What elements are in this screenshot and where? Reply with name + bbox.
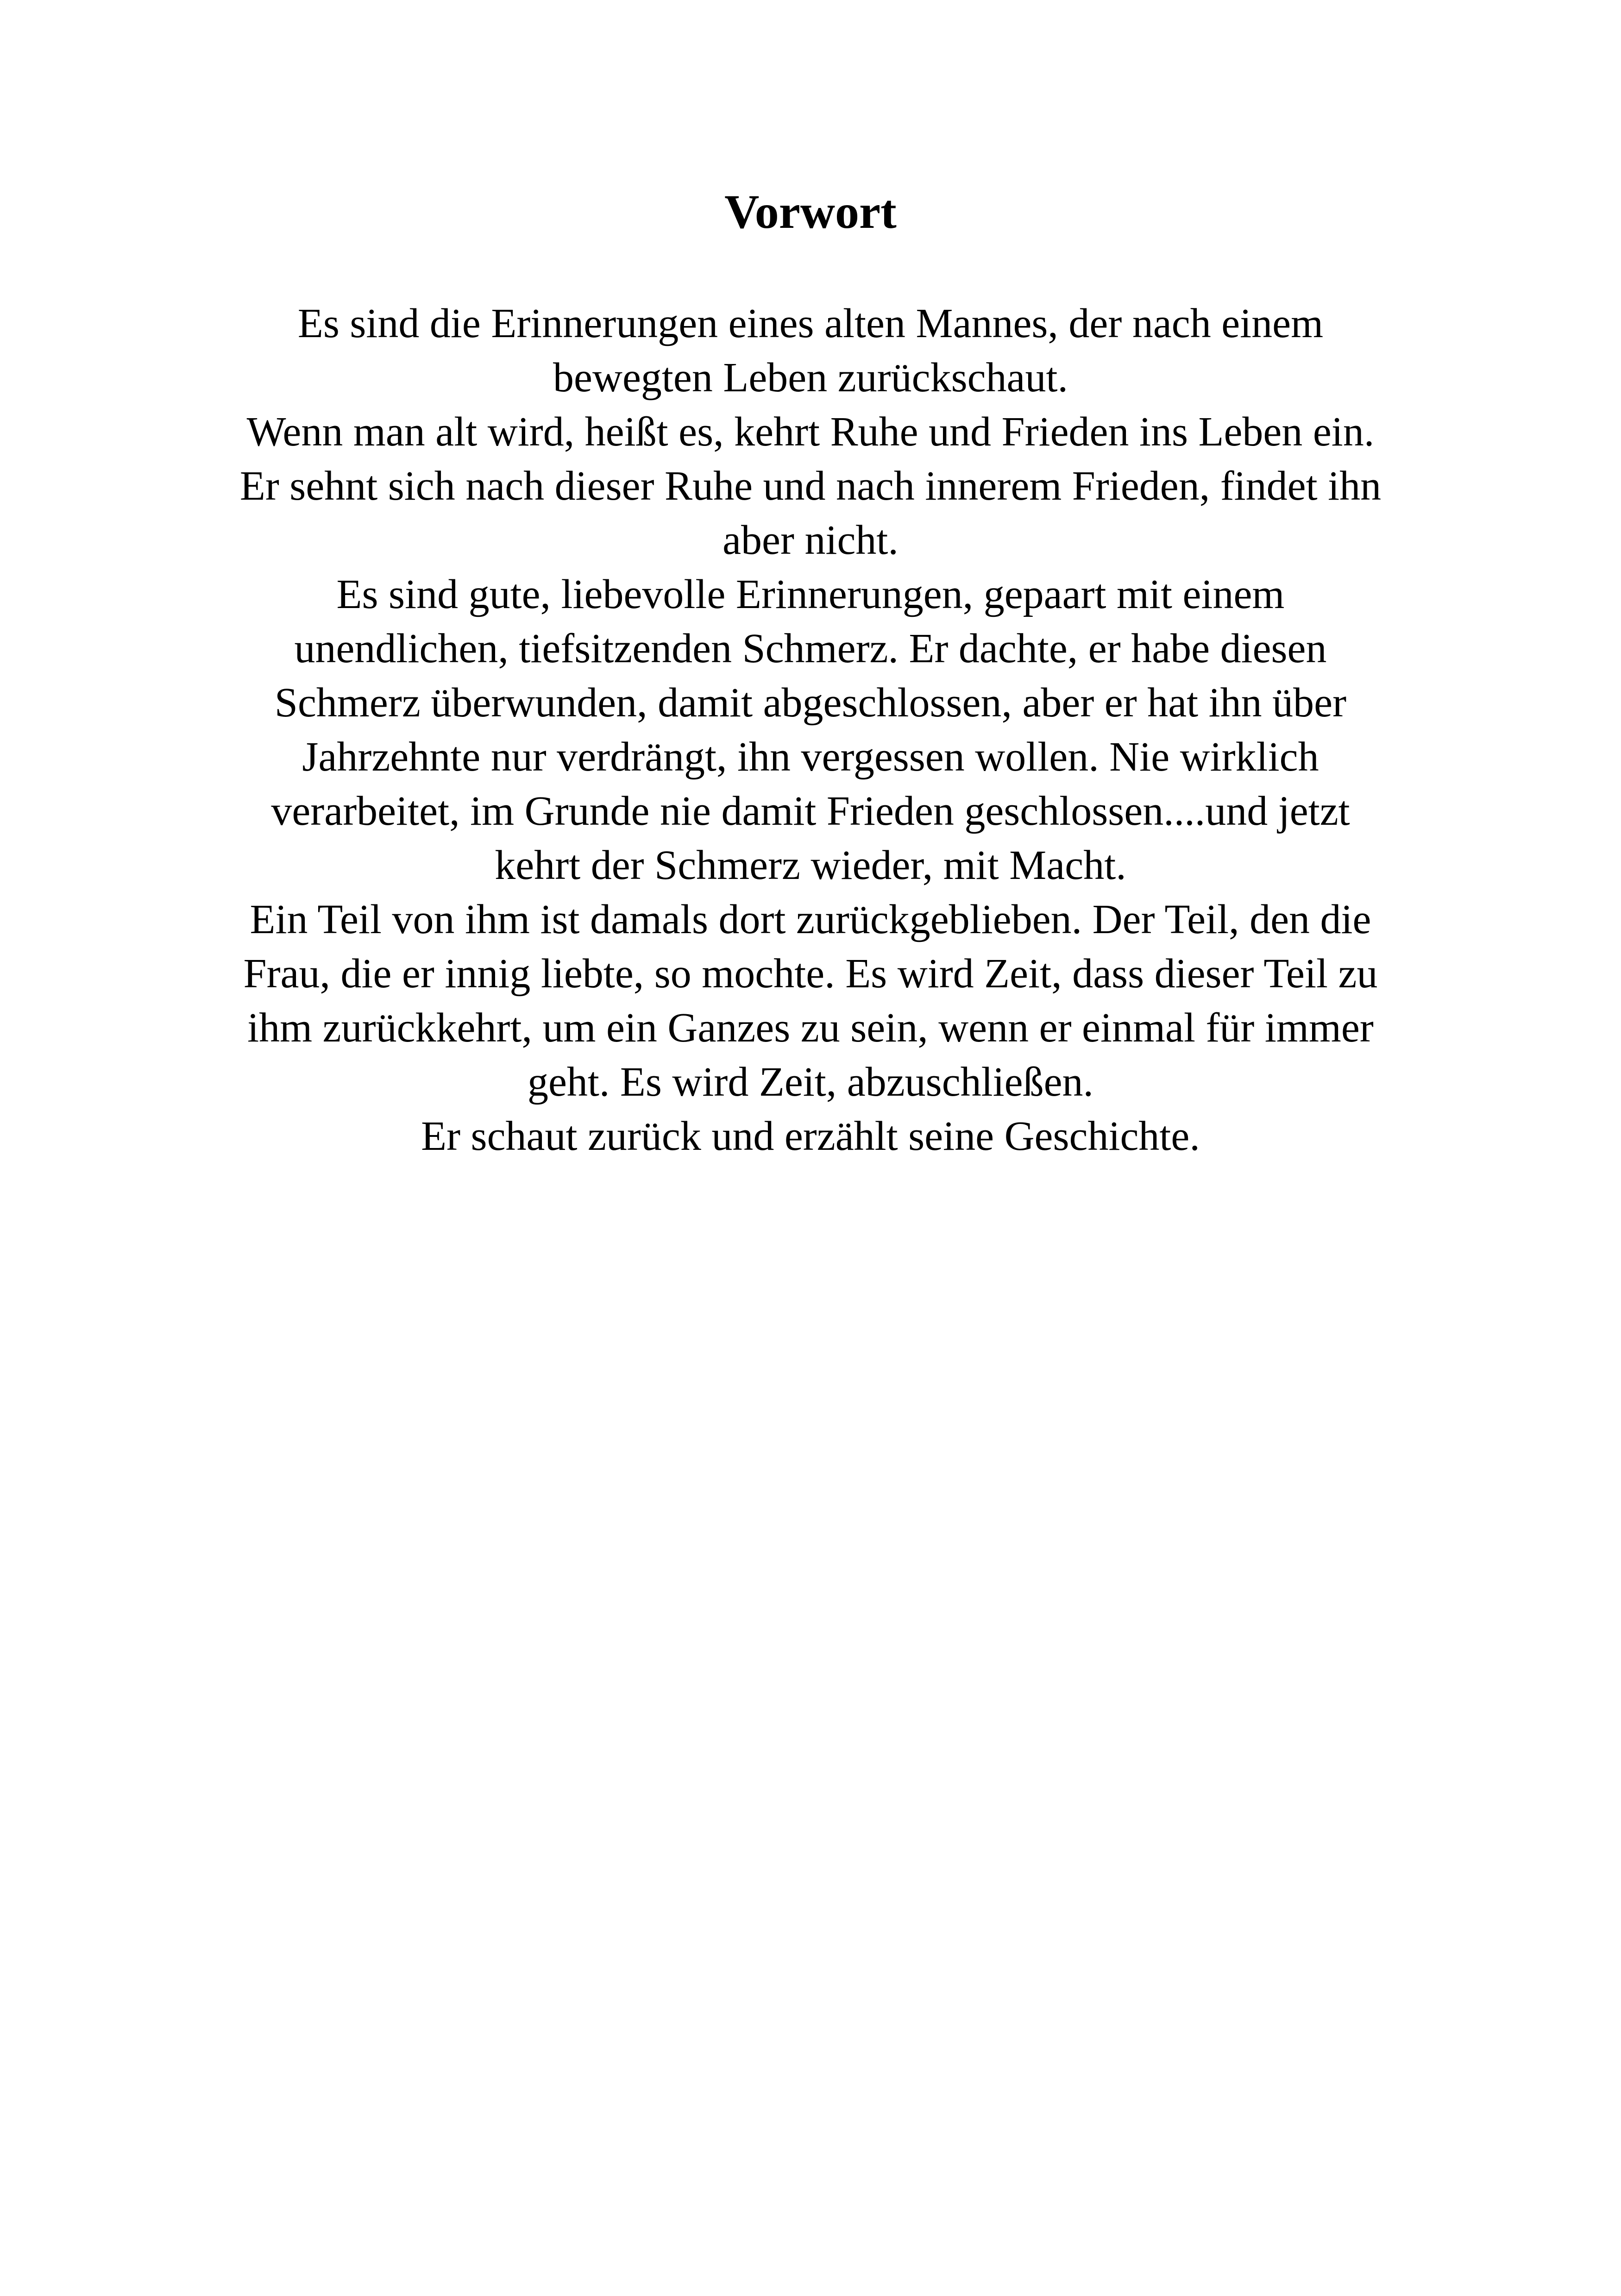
text-line: Er sehnt sich nach dieser Ruhe und nach innerem Frieden, findet ihn [239,463,1382,509]
text-line: aber nicht. [723,517,898,563]
text-line: Es sind gute, liebevolle Erinnerungen, gepaart mit einem [336,571,1285,617]
text-line: unendlichen, tiefsitzenden Schmerz. Er dachte, er habe diesen [294,626,1327,671]
foreword-text [0,296,1621,1163]
page-title: Vorwort [724,185,897,238]
text-line: Wenn man alt wird, heißt es, kehrt Ruhe und Frieden ins Leben ein. [246,409,1375,455]
text-line: Er schaut zurück und erzählt seine Geschichte. [421,1113,1200,1159]
text-line: Frau, die er innig liebte, so mochte. Es wird Zeit, dass dieser Teil zu [243,951,1378,997]
text-line: Es sind die Erinnerungen eines alten Mannes, der nach einem [297,301,1324,346]
text-line: bewegten Leben zurückschaut. [553,355,1068,401]
text-line: geht. Es wird Zeit, abzuschließen. [527,1059,1094,1105]
text-line: ihm zurückkehrt, um ein Ganzes zu sein, wenn er einmal für immer [247,1005,1374,1051]
text-line: verarbeitet, im Grunde nie damit Frieden geschlossen....und jetzt [271,788,1350,834]
text-line: Jahrzehnte nur verdrängt, ihn vergessen wollen. Nie wirklich [302,734,1319,780]
text-line: kehrt der Schmerz wieder, mit Macht. [495,842,1126,888]
text-line: Ein Teil von ihm ist damals dort zurückgeblieben. Der Teil, den die [250,897,1371,942]
text-line: Schmerz überwunden, damit abgeschlossen, aber er hat ihn über [274,680,1347,726]
